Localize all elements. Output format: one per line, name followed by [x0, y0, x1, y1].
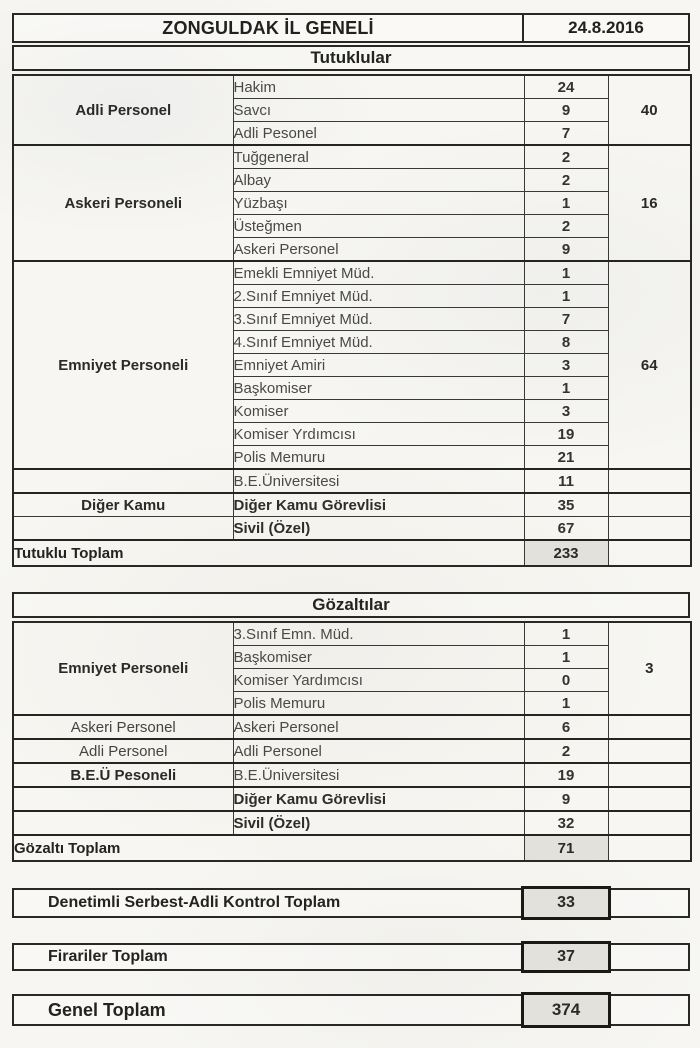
group-cell: Askeri Personel — [13, 715, 233, 739]
group-cell: Diğer Kamu — [13, 493, 233, 517]
group-total-cell-empty — [608, 540, 691, 566]
table-row — [13, 739, 691, 763]
group-total-cell-empty — [608, 739, 691, 763]
group-total-cell-empty — [608, 763, 691, 787]
value-cell: 9 — [524, 787, 608, 811]
value-cell: 1 — [524, 261, 608, 285]
item-cell: Başkomiser — [233, 646, 524, 669]
group-total-cell: 64 — [608, 261, 691, 469]
item-cell: Emniyet Amiri — [233, 354, 524, 377]
table-row — [13, 75, 691, 99]
value-cell: 11 — [524, 469, 608, 493]
value-cell: 1 — [524, 377, 608, 400]
document-content — [12, 13, 690, 1026]
total-row — [13, 540, 691, 566]
summary-value-box: 374 — [521, 992, 611, 1028]
value-cell: 1 — [524, 192, 608, 215]
value-cell: 2 — [524, 215, 608, 238]
value-cell: 2 — [524, 739, 608, 763]
item-cell: B.E.Üniversitesi — [233, 469, 524, 493]
group-cell: Adli Personel — [13, 75, 233, 145]
item-cell: Askeri Personel — [233, 238, 524, 262]
value-cell: 0 — [524, 669, 608, 692]
item-cell: Hakim — [233, 75, 524, 99]
table-row — [13, 811, 691, 835]
total-label: Tutuklu Toplam — [13, 540, 524, 566]
value-cell: 21 — [524, 446, 608, 470]
group-total-cell-empty — [608, 835, 691, 861]
item-cell: Üsteğmen — [233, 215, 524, 238]
group-total-cell-empty — [608, 787, 691, 811]
item-cell: Polis Memuru — [233, 446, 524, 470]
group-total-cell: 40 — [608, 75, 691, 145]
item-cell: Diğer Kamu Görevlisi — [233, 493, 524, 517]
item-cell: Savcı — [233, 99, 524, 122]
value-cell: 35 — [524, 493, 608, 517]
summary-row-firariler — [12, 943, 690, 971]
item-cell: Albay — [233, 169, 524, 192]
item-cell: Diğer Kamu Görevlisi — [233, 787, 524, 811]
value-cell: 2 — [524, 169, 608, 192]
table-row — [13, 763, 691, 787]
item-cell: Sivil (Özel) — [233, 811, 524, 835]
value-cell: 67 — [524, 517, 608, 541]
item-cell: Yüzbaşı — [233, 192, 524, 215]
item-cell: Adli Personel — [233, 739, 524, 763]
table-row — [13, 715, 691, 739]
group-total-cell: 3 — [608, 622, 691, 715]
summary-label: Firariler Toplam — [48, 948, 168, 965]
item-cell: 3.Sınıf Emn. Müd. — [233, 622, 524, 646]
total-row — [13, 835, 691, 861]
group-cell-empty — [13, 787, 233, 811]
value-cell: 6 — [524, 715, 608, 739]
value-cell: 9 — [524, 238, 608, 262]
group-cell: B.E.Ü Pesoneli — [13, 763, 233, 787]
group-cell: Adli Personel — [13, 739, 233, 763]
section-header-gozaltilar: Gözaltılar — [12, 592, 690, 618]
group-total-cell-empty — [608, 469, 691, 493]
group-cell: Emniyet Personeli — [13, 622, 233, 715]
summary-value-box: 37 — [521, 941, 611, 973]
table-row — [13, 469, 691, 493]
value-cell: 32 — [524, 811, 608, 835]
tutuklular-table — [12, 74, 692, 567]
value-cell: 2 — [524, 145, 608, 169]
item-cell: B.E.Üniversitesi — [233, 763, 524, 787]
value-cell: 1 — [524, 285, 608, 308]
value-cell: 24 — [524, 75, 608, 99]
value-cell: 7 — [524, 308, 608, 331]
group-cell: Askeri Personeli — [13, 145, 233, 261]
value-cell: 19 — [524, 423, 608, 446]
item-cell: 3.Sınıf Emniyet Müd. — [233, 308, 524, 331]
summary-row-genel-toplam — [12, 994, 690, 1026]
value-cell: 8 — [524, 331, 608, 354]
item-cell: Komiser — [233, 400, 524, 423]
group-total-cell: 16 — [608, 145, 691, 261]
table-row — [13, 622, 691, 646]
group-cell: Emniyet Personeli — [13, 261, 233, 469]
group-cell-empty — [13, 517, 233, 541]
item-cell: Polis Memuru — [233, 692, 524, 716]
item-cell: Komiser Yardımcısı — [233, 669, 524, 692]
value-cell: 1 — [524, 622, 608, 646]
value-cell: 3 — [524, 354, 608, 377]
group-total-cell-empty — [608, 715, 691, 739]
total-value-box: 71 — [524, 835, 608, 861]
item-cell: Adli Pesonel — [233, 122, 524, 146]
value-cell: 7 — [524, 122, 608, 146]
summary-label: Denetimli Serbest-Adli Kontrol Toplam — [48, 894, 341, 911]
item-cell: 4.Sınıf Emniyet Müd. — [233, 331, 524, 354]
item-cell: Askeri Personel — [233, 715, 524, 739]
total-label: Gözaltı Toplam — [13, 835, 524, 861]
item-cell: Emekli Emniyet Müd. — [233, 261, 524, 285]
item-cell: 2.Sınıf Emniyet Müd. — [233, 285, 524, 308]
summary-row-denetimli — [12, 888, 690, 918]
item-cell: Komiser Yrdımcısı — [233, 423, 524, 446]
section-header-tutuklular: Tutuklular — [12, 45, 690, 71]
value-cell: 19 — [524, 763, 608, 787]
value-cell: 1 — [524, 692, 608, 716]
total-value-box: 233 — [524, 540, 608, 566]
gozaltilar-table — [12, 621, 692, 862]
table-row — [13, 787, 691, 811]
table-row — [13, 145, 691, 169]
value-cell: 9 — [524, 99, 608, 122]
table-row — [13, 517, 691, 541]
item-cell: Tuğgeneral — [233, 145, 524, 169]
group-total-cell-empty — [608, 493, 691, 517]
summary-label: Genel Toplam — [48, 999, 166, 1020]
page-title: ZONGULDAK İL GENELİ — [14, 15, 524, 41]
document-header — [12, 13, 690, 43]
group-total-cell-empty — [608, 517, 691, 541]
item-cell: Başkomiser — [233, 377, 524, 400]
value-cell: 1 — [524, 646, 608, 669]
group-total-cell-empty — [608, 811, 691, 835]
group-cell-empty — [13, 811, 233, 835]
report-date: 24.8.2016 — [568, 18, 644, 37]
value-cell: 3 — [524, 400, 608, 423]
item-cell: Sivil (Özel) — [233, 517, 524, 541]
table-row — [13, 493, 691, 517]
summary-value-box: 33 — [521, 886, 611, 920]
group-cell-empty — [13, 469, 233, 493]
table-row — [13, 261, 691, 285]
